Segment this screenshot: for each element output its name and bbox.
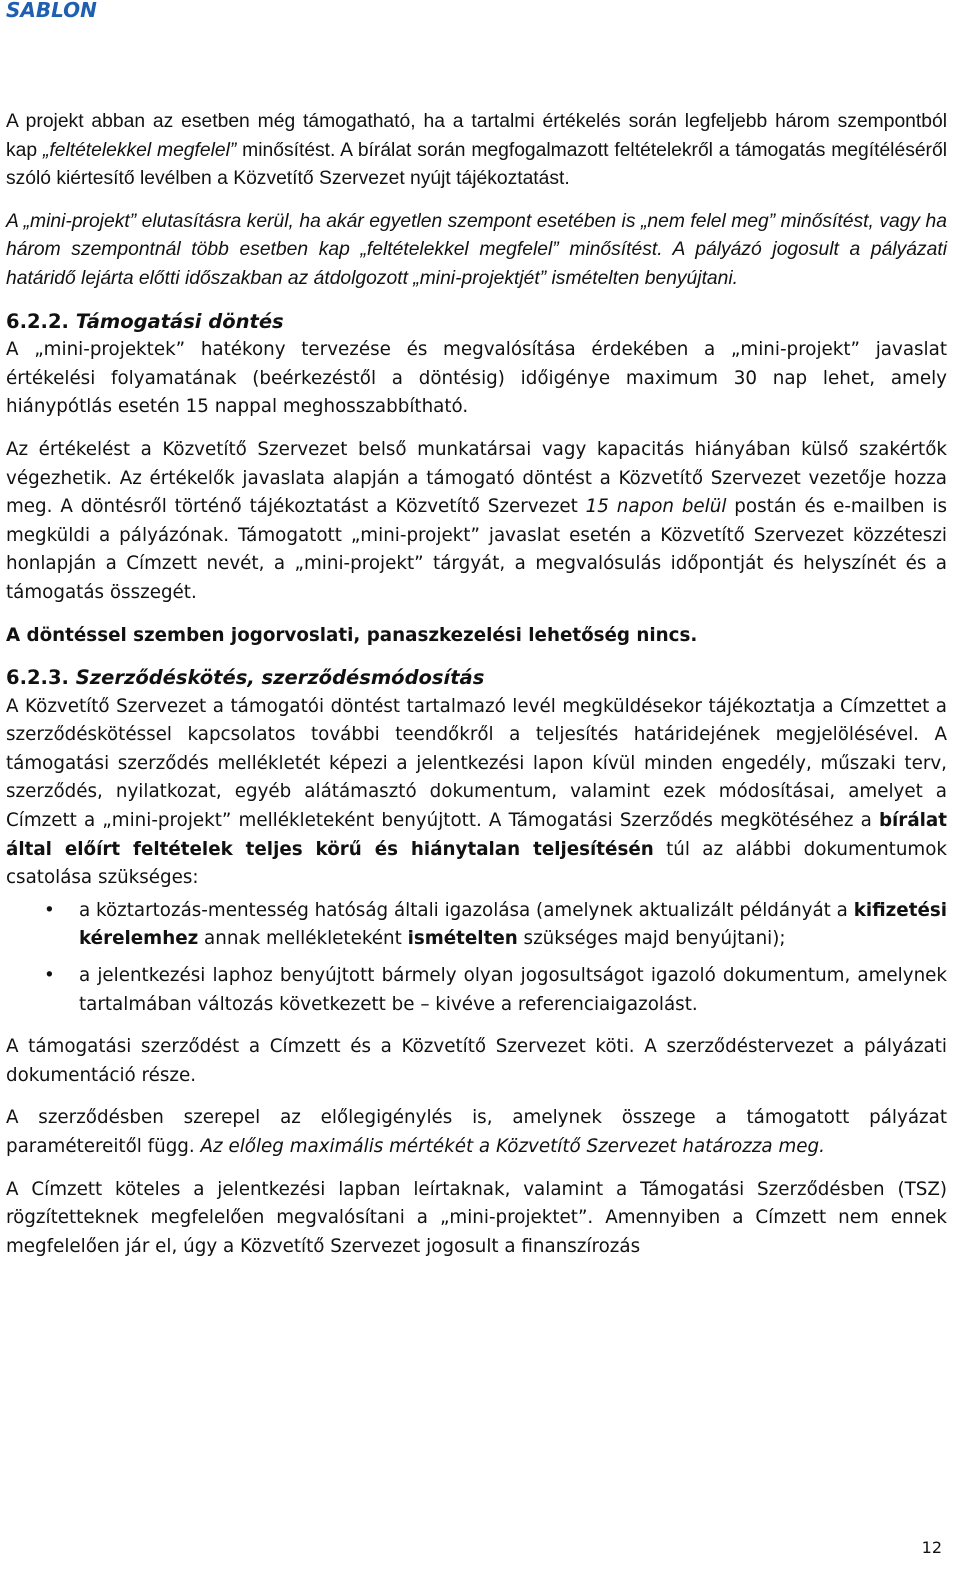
paragraph-no-appeal: A döntéssel szemben jogorvoslati, panaszkezelési lehetőség nincs. <box>6 624 698 646</box>
bold-text: kifizetési kérelemhez <box>79 899 947 950</box>
list-item: • a jelentkezési laphoz benyújtott bármely olyan jogosultságot igazoló dokumentum, amelynek tartalmában változás következett be – kivéve a referenciaigazolást. <box>6 962 947 1019</box>
required-documents-list <box>6 897 947 1019</box>
bold-text: ismételten <box>407 928 518 950</box>
italic-text: Az előleg maximális mértékét a Közvetítő Szervezet határozza meg. <box>200 1136 825 1157</box>
italic-text: 15 napon belül <box>585 496 727 518</box>
paragraph-evaluation <box>6 108 947 194</box>
italic-text: „feltételekkel megfelel” <box>42 139 237 161</box>
text: A Közvetítő Szervezet a támogatói döntést tartalmazó levél megküldésekor tájékoztatja a Címzettet a szerződéskötéssel kapcsolatos további teendőkről a teljesítés határidejének megjelölésével. A támogatási szerződés mellékletét képezi a jelentkezési lapon kívül minden engedély, műszaki terv, szerződés, nyilatkozat, egyéb alátámasztó dokumentum, valamint ezek módosításai, amelyet a Címzett a „mini-projekt” mellékleteként benyújtott. A Támogatási Szerződés megkötéséhez a <box>6 695 947 832</box>
text: túl az alábbi dokumentumok csatolása szükséges: <box>6 838 947 889</box>
section-number: 6.2.3. <box>6 666 69 690</box>
paragraph-decision-time: A „mini-projektek” hatékony tervezése és megvalósítása érdekében a „mini-projekt” javaslat értékelési folyamatának (beérkezéstől a döntésig) időigénye maximum 30 nap lehet, amely hiánypótlás esetén 15 nappal meghosszabbítható. <box>6 339 947 418</box>
paragraph-obligation: A Címzett köteles a jelentkezési lapban leírtaknak, valamint a Támogatási Szerződésben (TSZ) rögzítetteknek megfelelően megvalósítani a „mini-projektet”. Amennyiben a Címzett nem ennek megfelelően jár el, úgy a Közvetítő Szervezet jogosult a finanszírozás <box>6 1178 947 1257</box>
text: Az értékelést a Közvetítő Szervezet belső munkatársai vagy kapacitás hiányában külső szakértők végezhetik. Az értékelők javaslata alapján a támogató döntést a Közvetítő Szervezet vezetője hozza meg. A döntésről történő tájékoztatást a Közvetítő Szervezet <box>6 438 947 518</box>
paragraph-contract-parties: A támogatási szerződést a Címzett és a Közvetítő Szervezet köti. A szerződéstervezet a pályázati dokumentáció része. <box>6 1036 947 1086</box>
section-heading-6-2-2 <box>6 308 947 337</box>
text: szükséges majd benyújtani); <box>517 928 786 950</box>
text: A szerződésben szerepel az előlegigénylés is, amelynek összege a támogatott pályázat paramétereitől függ. <box>6 1107 947 1157</box>
document-body <box>6 108 947 1261</box>
list-item <box>6 897 947 954</box>
text: minősítést. A bírálat során megfogalmazott feltételekről a támogatás megítéléséről szóló kiértesítő levélben a Közvetítő Szervezet nyújt tájékoztatást. <box>6 139 947 190</box>
section-title: Támogatási döntés <box>75 309 284 333</box>
text: a köztartozás-mentesség hatóság általi igazolása (amelynek aktualizált példányát a <box>79 899 854 921</box>
text: postán és e-mailben is megküldi a pályázónak. Támogatott „mini-projekt” javaslat esetén a Közvetítő Szervezet közzéteszi honlapján a Címzett nevét, a „mini-projekt” tárgyát, a megvalósulás időpontját és helyszínét és a támogatás összegét. <box>6 496 947 603</box>
section-number: 6.2.2. <box>6 309 69 333</box>
paragraph-evaluators <box>6 436 947 608</box>
paragraph-rejection: A „mini-projekt” elutasításra kerül, ha akár egyetlen szempont esetében is „nem felel meg” minősítést, vagy ha három szempontnál több esetben kap „feltételekkel megfelel” minősítést. A pályázó jogosult a pályázati határidő lejárta előtti időszakban az átdolgozott „mini-projektjét” ismételten benyújtani. <box>6 210 947 289</box>
text: annak mellékleteként <box>198 928 408 950</box>
section-title: Szerződéskötés, szerződésmódosítás <box>75 666 485 690</box>
paragraph-contract <box>6 693 947 893</box>
bold-text: bírálat által előírt feltételek teljes körű és hiánytalan teljesítésén <box>6 810 947 860</box>
page-number: 12 <box>921 1538 942 1557</box>
paragraph-advance <box>6 1104 947 1161</box>
text: A projekt abban az esetben még támogatható, ha a tartalmi értékelés során legfeljebb három szempontból kap <box>6 111 947 161</box>
document-header: SABLON <box>6 0 97 22</box>
section-heading-6-2-3 <box>6 664 947 693</box>
